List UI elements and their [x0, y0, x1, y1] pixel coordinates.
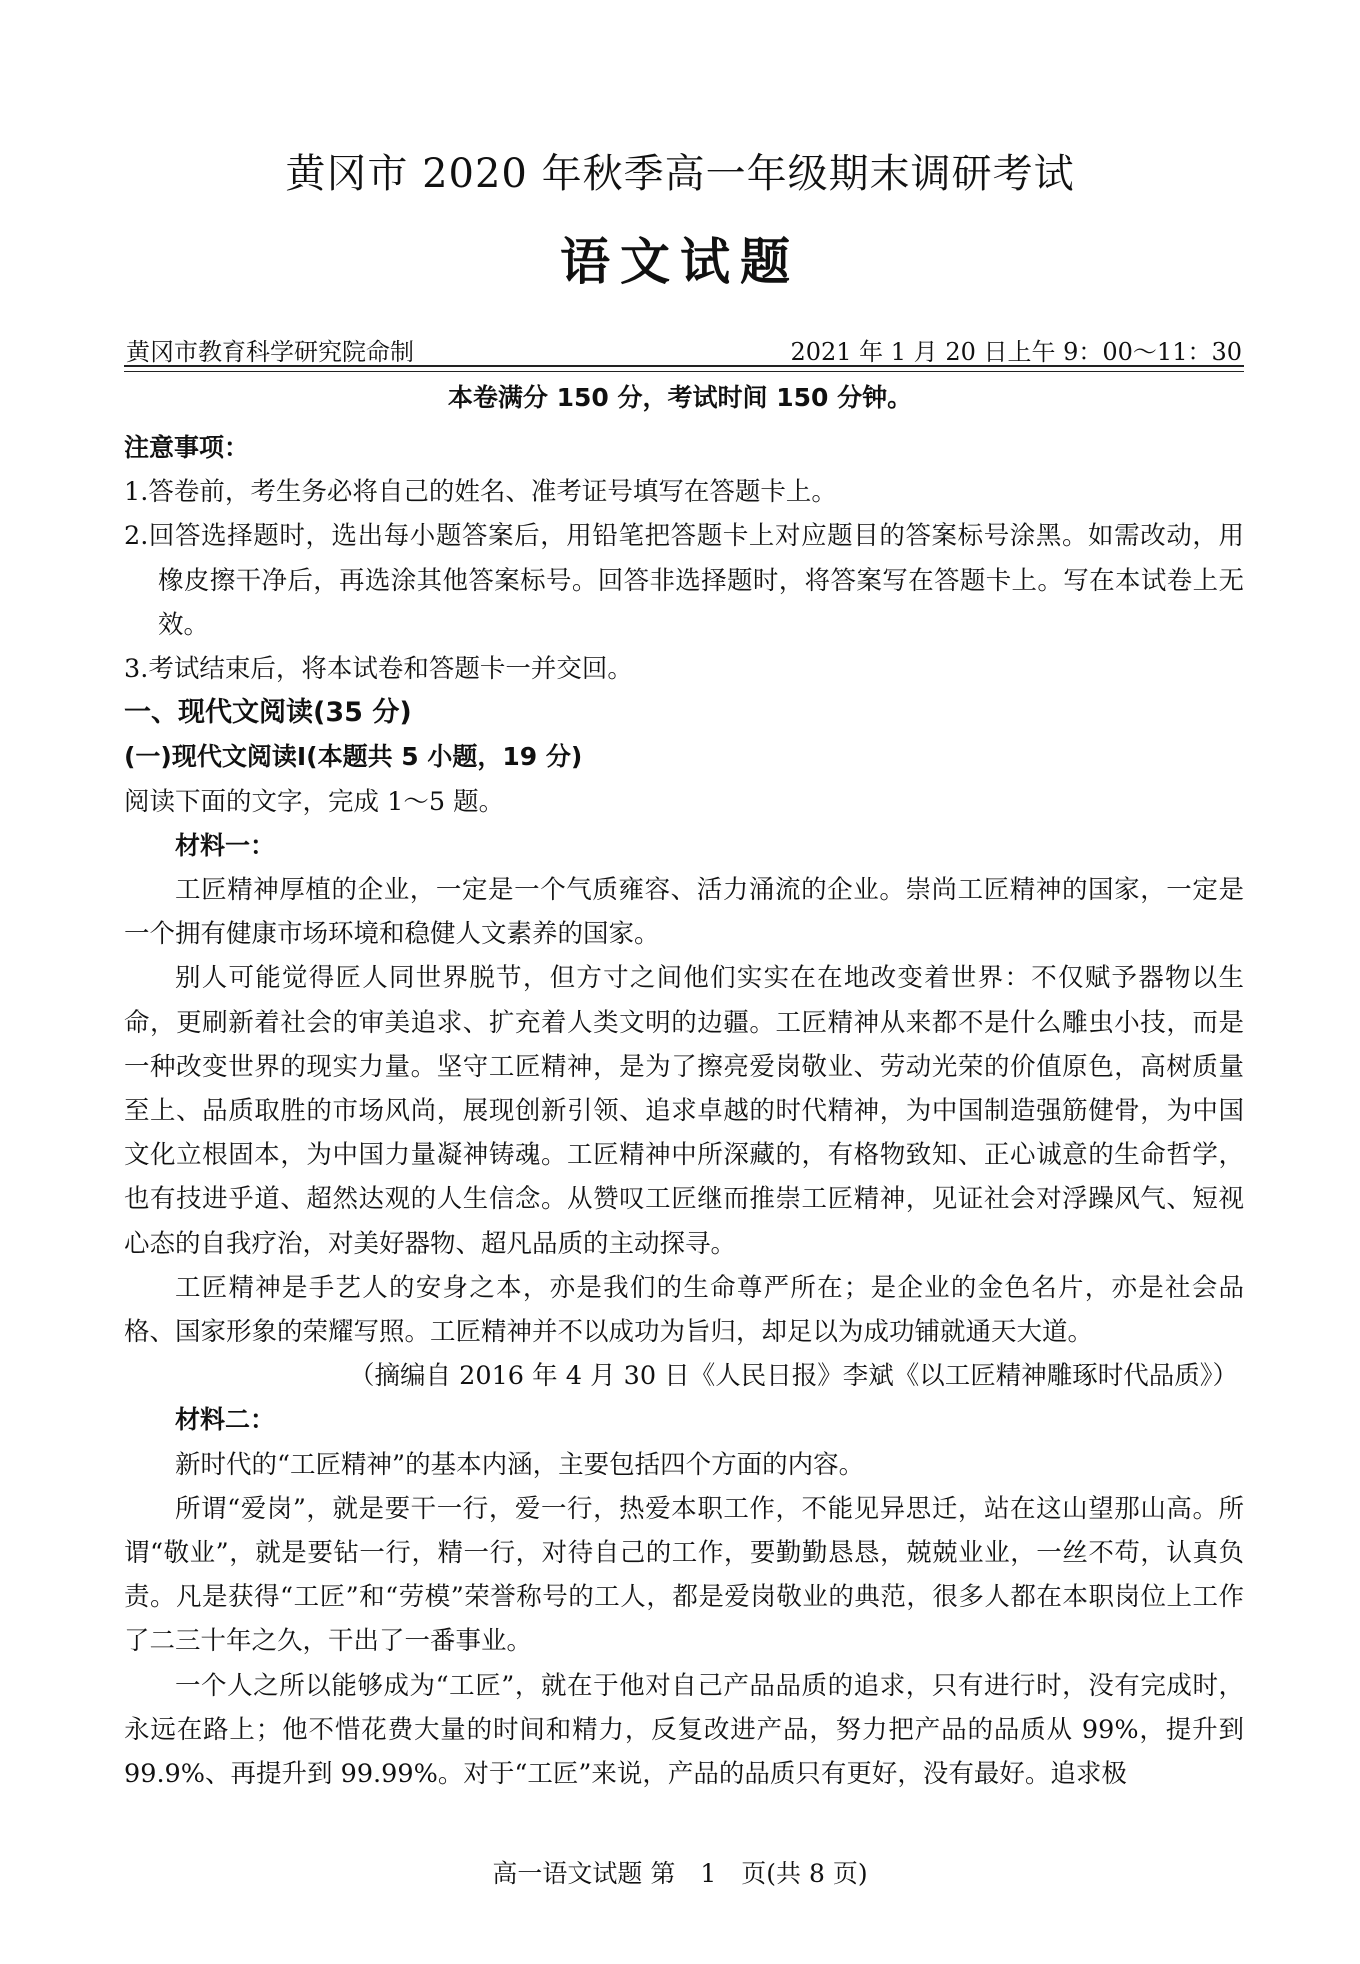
material-2-paragraph-2: 所谓“爱岗”，就是要干一行，爱一行，热爱本职工作，不能见异思迁，站在这山望那山高。所谓“敬业”，就是要钻一行，精一行，对待自己的工作，要勤勤恳恳，兢兢业业，一丝不苟，认真负责。凡是获得“工匠”和“劳模”荣誉称号的工人，都是爱岗敬业的典范，很多人都在本职岗位上工作了二三十年之久，干出了一番事业。 [124, 1493, 1244, 1657]
notice-heading: 注意事项： [124, 433, 250, 462]
page-footer: 高一语文试题 第 1 页(共 8 页) [492, 1859, 868, 1888]
issuer: 黄冈市教育科学研究院命制 [126, 338, 414, 366]
material-1-paragraph-2: 别人可能觉得匠人同世界脱节，但方寸之间他们实实在在地改变着世界：不仅赋予器物以生命，更刷新着社会的审美追求、扩充着人类文明的边疆。工匠精神从来都不是什么雕虫小技，而是一种改变世界的现实力量。坚守工匠精神，是为了擦亮爱岗敬业、劳动光荣的价值原色，高树质量至上、品质取胜的市场风尚，展现创新引领、追求卓越的时代精神，为中国制造强筋健骨，为中国文化立根固本，为中国力量凝神铸魂。工匠精神中所深藏的，有格物致知、正心诚意的生命哲学，也有技进乎道、超然达观的人生信念。从赞叹工匠继而推崇工匠精神，见证社会对浮躁风气、短视心态的自我疗治，对美好器物、超凡品质的主动探寻。 [124, 963, 1244, 1259]
notice-item-2: 2.回答选择题时，选出每小题答案后，用铅笔把答题卡上对应题目的答案标号涂黑。如需改动，用橡皮擦干净后，再选涂其他答案标号。回答非选择题时，将答案写在答题卡上。写在本试卷上无效。 [124, 521, 1244, 640]
exam-title: 黄冈市 2020 年秋季高一年级期末调研考试 [285, 151, 1075, 197]
header-rule-thick [124, 365, 1244, 367]
material-1-paragraph-3: 工匠精神是手艺人的安身之本，亦是我们的生命尊严所在；是企业的金色名片，亦是社会品格、国家形象的荣耀写照。工匠精神并不以成功为旨归，却足以为成功铺就通天大道。 [124, 1272, 1244, 1348]
score-time-line: 本卷满分 150 分，考试时间 150 分钟。 [447, 383, 913, 412]
material-2-paragraph-3: 一个人之所以能够成为“工匠”，就在于他对自己产品品质的追求，只有进行时，没有完成时，永远在路上；他不惜花费大量的时间和精力，反复改进产品，努力把产品的品质从 99%，提升到 99.9%、再提升到 99.99%。对于“工匠”来说，产品的品质只有更好，没有最好。追求极 [124, 1670, 1244, 1790]
reading-instruction: 阅读下面的文字，完成 1～5 题。 [124, 786, 505, 817]
exam-body [124, 426, 1244, 1796]
exam-datetime: 2021 年 1 月 20 日上午 9：00～11：30 [790, 338, 1242, 366]
material-1-paragraph-1: 工匠精神厚植的企业，一定是一个气质雍容、活力涌流的企业。崇尚工匠精神的国家，一定是一个拥有健康市场环境和稳健人文素养的国家。 [124, 875, 1244, 950]
material-1-label: 材料一： [175, 830, 276, 860]
material-2-paragraph-1: 新时代的“工匠精神”的基本内涵，主要包括四个方面的内容。 [175, 1449, 865, 1480]
notice-item-3: 3.考试结束后，将本试卷和答题卡一并交回。 [124, 654, 633, 685]
header-rule-thin [124, 371, 1244, 372]
subject-title: 语文试题 [560, 233, 800, 291]
issuer-row [124, 330, 1244, 364]
material-1-source: （摘编自 2016 年 4 月 30 日《人民日报》李斌《以工匠精神雕琢时代品质》） [349, 1361, 1238, 1392]
notice-item-1: 1.答卷前，考生务必将自己的姓名、准考证号填写在答题卡上。 [124, 477, 837, 508]
subsection-heading: (一)现代文阅读Ⅰ(本题共 5 小题，19 分) [124, 742, 583, 772]
section-heading: 一、现代文阅读(35 分) [124, 697, 412, 729]
material-2-label: 材料二： [175, 1405, 276, 1435]
